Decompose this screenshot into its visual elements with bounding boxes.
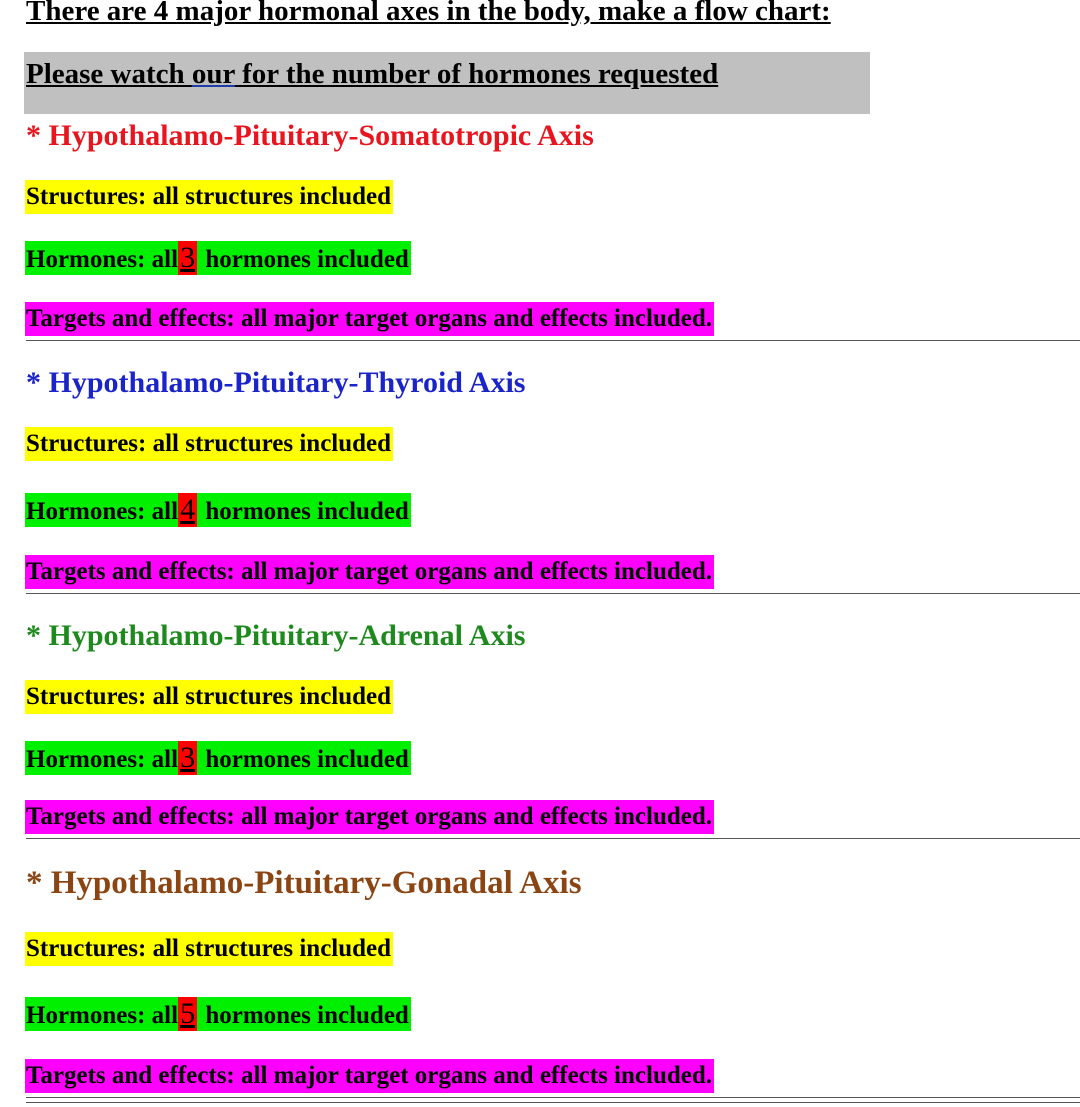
hormones-suffix: hormones included <box>199 746 409 773</box>
hormones-prefix: Hormones: all <box>26 1002 179 1029</box>
note-text-gap: our <box>191 58 235 90</box>
hormones-prefix: Hormones: all <box>26 498 179 525</box>
hormones-prefix: Hormones: all <box>26 246 179 273</box>
hormones-criterion <box>25 241 411 275</box>
targets-criterion: Targets and effects: all major target organs and effects included. <box>25 800 714 834</box>
section-divider <box>26 1102 1080 1103</box>
targets-criterion: Targets and effects: all major target organs and effects included. <box>25 555 714 589</box>
hormones-criterion <box>25 493 411 527</box>
hormone-count-badge: 3 <box>180 241 196 274</box>
hormones-suffix: hormones included <box>199 498 409 525</box>
axis-title-thyroid: * Hypothalamo-Pituitary-Thyroid Axis <box>26 366 526 399</box>
note-text-before: Please watch <box>26 58 192 90</box>
structures-criterion: Structures: all structures included <box>25 180 393 214</box>
page-title: There are 4 major hormonal axes in the body, make a flow chart: <box>26 0 831 27</box>
targets-criterion: Targets and effects: all major target organs and effects included. <box>25 302 714 336</box>
hormones-suffix: hormones included <box>199 1002 409 1029</box>
section-divider <box>26 1097 1080 1098</box>
hormone-count-badge: 3 <box>180 741 196 774</box>
hormone-count-badge: 4 <box>180 493 196 526</box>
structures-criterion: Structures: all structures included <box>25 680 393 714</box>
hormones-prefix: Hormones: all <box>26 746 179 773</box>
section-divider <box>26 340 1080 341</box>
structures-criterion: Structures: all structures included <box>25 932 393 966</box>
section-divider <box>26 593 1080 594</box>
axis-title-somatotropic: * Hypothalamo-Pituitary-Somatotropic Axis <box>26 119 594 152</box>
structures-criterion: Structures: all structures included <box>25 427 393 461</box>
hormones-criterion <box>25 741 411 775</box>
section-divider <box>26 838 1080 839</box>
axis-title-gonadal: * Hypothalamo-Pituitary-Gonadal Axis <box>26 865 582 901</box>
axis-title-adrenal: * Hypothalamo-Pituitary-Adrenal Axis <box>26 619 526 652</box>
hormone-count-badge: 5 <box>180 997 196 1030</box>
hormones-criterion <box>25 997 411 1031</box>
targets-criterion: Targets and effects: all major target organs and effects included. <box>25 1059 714 1093</box>
note-text-after: for the number of hormones requested <box>234 58 719 90</box>
hormones-suffix: hormones included <box>199 246 409 273</box>
instruction-note <box>26 57 718 91</box>
